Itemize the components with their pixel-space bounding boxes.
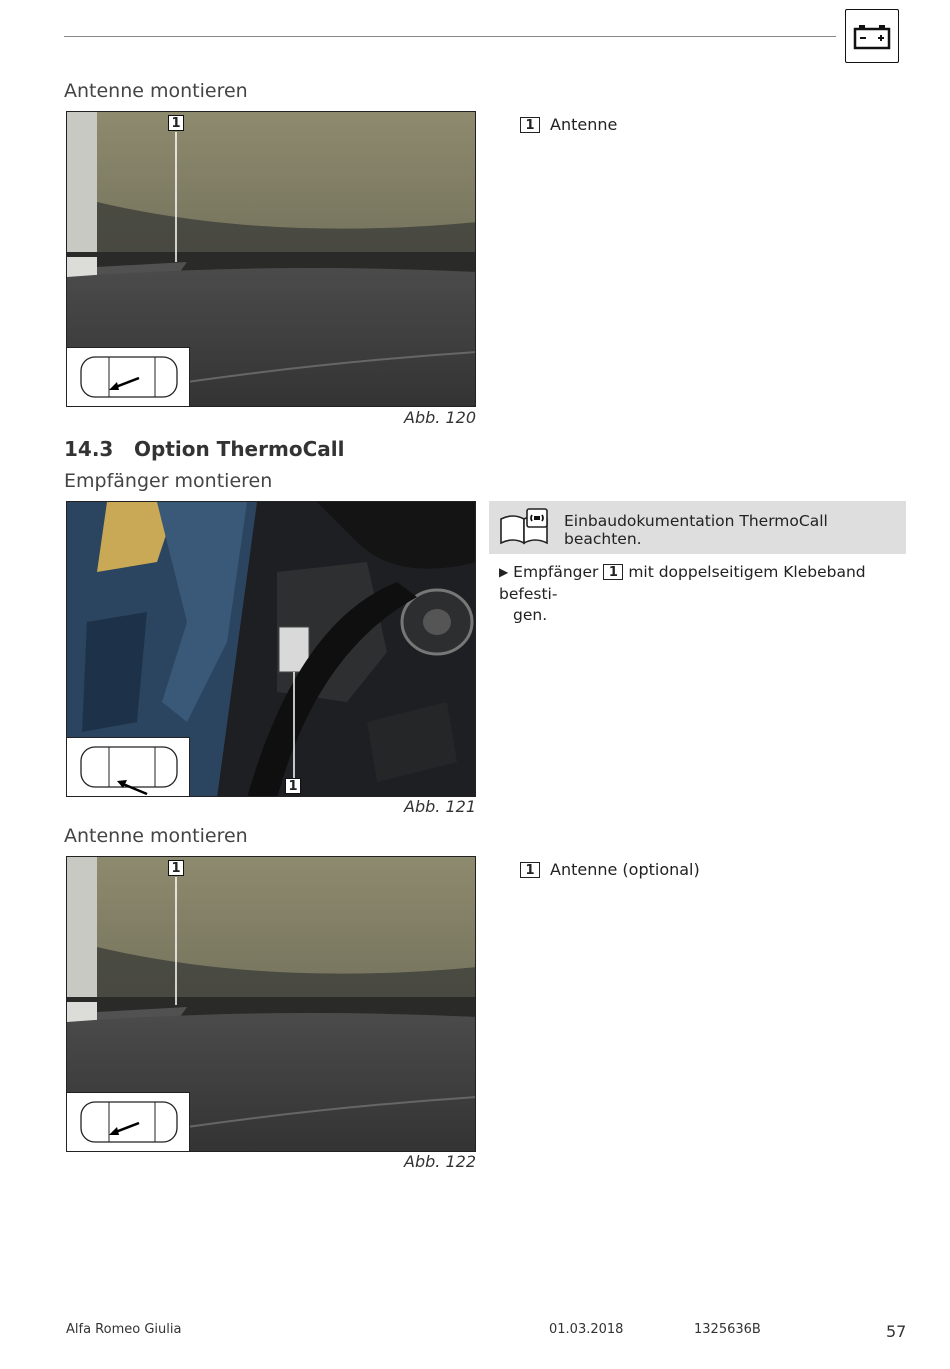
documentation-note <box>489 501 906 554</box>
callout-1: 1 <box>285 778 301 794</box>
manual-book-icon <box>499 507 551 547</box>
subheading-antenne-2: Antenne montieren <box>64 825 248 847</box>
callout-1: 1 <box>168 860 184 876</box>
legend-item-antenne <box>520 115 617 134</box>
note-text: Einbaudokumentation ThermoCall beachten. <box>564 512 828 548</box>
battery-icon <box>845 9 899 63</box>
legend-number: 1 <box>520 117 540 133</box>
subheading-antenne-1: Antenne montieren <box>64 80 248 102</box>
page-number: 57 <box>886 1322 907 1341</box>
figure-caption-122: Abb. 122 <box>404 1152 476 1171</box>
legend-item-antenne-optional <box>520 860 700 879</box>
step-suffix: mit doppelseitigem Klebeband befesti- <box>499 563 866 603</box>
footer-model: Alfa Romeo Giulia <box>66 1322 182 1337</box>
footer-date: 01.03.2018 <box>549 1322 624 1337</box>
step-prefix: Empfänger <box>513 563 599 581</box>
car-position-inset <box>67 737 190 796</box>
header-rule <box>64 36 836 37</box>
step-arrow-icon: ▶ <box>499 565 509 579</box>
footer-doc-number: 1325636B <box>694 1322 761 1337</box>
figure-caption-120: Abb. 120 <box>404 408 476 427</box>
legend-label: Antenne <box>550 115 618 134</box>
legend-label: Antenne (optional) <box>550 860 700 879</box>
section-number: 14.3 <box>64 437 114 461</box>
car-position-inset <box>67 347 190 406</box>
step-line-2: gen. <box>513 606 548 624</box>
figure-caption-121: Abb. 121 <box>404 797 476 816</box>
section-title: Option ThermoCall <box>134 437 345 461</box>
figure-122 <box>66 856 476 1152</box>
callout-1: 1 <box>168 115 184 131</box>
legend-number: 1 <box>520 862 540 878</box>
figure-120 <box>66 111 476 407</box>
step-number: 1 <box>603 564 623 580</box>
figure-121 <box>66 501 476 797</box>
subheading-empfaenger: Empfänger montieren <box>64 470 273 492</box>
car-position-inset <box>67 1092 190 1151</box>
step-instruction <box>499 562 894 626</box>
